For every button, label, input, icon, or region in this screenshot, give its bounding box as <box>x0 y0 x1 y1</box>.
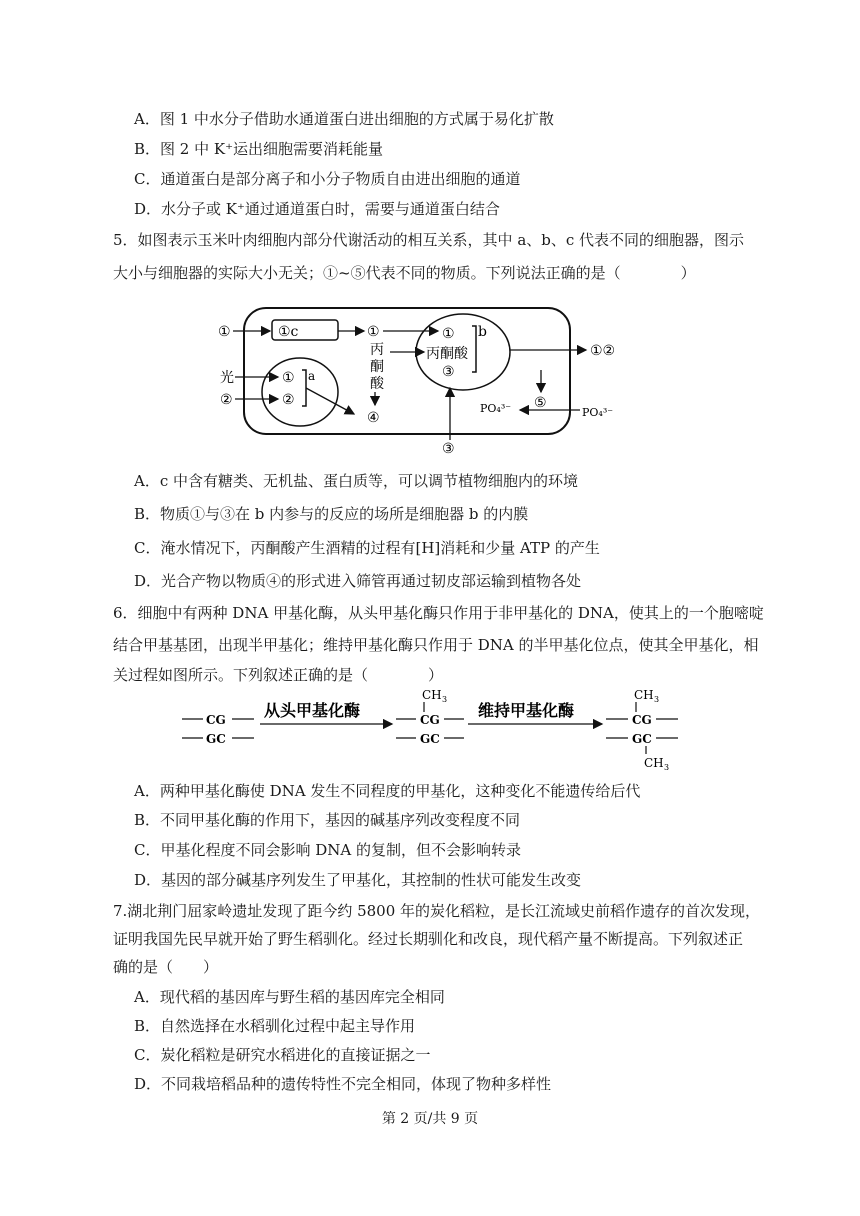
q6-option-a: A．两种甲基化酶使 DNA 发生不同程度的甲基化，这种变化不能遗传给后代 <box>134 782 641 800</box>
organelle-a <box>262 358 338 426</box>
input-3-bottom: ③ <box>442 441 455 457</box>
output-12: ①② <box>590 343 616 359</box>
po4-left: PO₄³⁻ <box>480 402 512 415</box>
q6-option-d: D．基因的部分碱基序列发生了甲基化，其控制的性状可能发生改变 <box>134 871 582 889</box>
right-ch3-bottom: CH <box>644 756 664 770</box>
q5-option-d: D．光合产物以物质④的形式进入筛管再通过韧皮部运输到植物各处 <box>134 572 582 590</box>
mid-ch3-sub: 3 <box>442 695 448 704</box>
q5-option-a: A．c 中含有糖类、无机盐、蛋白质等，可以调节植物细胞内的环境 <box>134 472 579 490</box>
right-ch3-top: CH <box>634 688 654 702</box>
q5-metabolism-diagram <box>210 300 650 460</box>
q5-stem-line2: 大小与细胞器的实际大小无关；①~⑤代表不同的物质。下列说法正确的是（ ） <box>113 264 696 282</box>
b-pyruvate: 丙酮酸 <box>426 346 468 362</box>
q4-option-a: A．图 1 中水分子借助水通道蛋白进出细胞的方式属于易化扩散 <box>134 110 554 128</box>
substance-5: ⑤ <box>534 395 547 411</box>
page-footer: 第 2 页/共 9 页 <box>381 1111 479 1127</box>
q5-option-c: C．淹水情况下，丙酮酸产生酒精的过程有[H]消耗和少量 ATP 的产生 <box>134 539 600 557</box>
a-top: ① <box>282 370 295 386</box>
right-ch3-top-sub: 3 <box>654 695 660 704</box>
q4-option-c: C．通道蛋白是部分离子和小分子物质自由进出细胞的通道 <box>134 170 521 188</box>
q6-methylation-diagram <box>178 688 690 772</box>
q6-option-b: B．不同甲基化酶的作用下，基因的碱基序列改变程度不同 <box>134 811 521 829</box>
substance-4: ④ <box>367 410 380 426</box>
mid-ch3: CH <box>422 688 442 702</box>
mid-gc: GC <box>420 732 440 746</box>
light-label: 光 <box>220 370 234 386</box>
pyruvate-v-1: 丙 <box>370 342 384 358</box>
organelle-c-label: ①c <box>278 324 299 340</box>
right-gc: GC <box>632 732 652 746</box>
q7-option-b: B．自然选择在水稻驯化过程中起主导作用 <box>134 1017 416 1035</box>
left-gc: GC <box>206 732 226 746</box>
q7-option-c: C．炭化稻粒是研究水稻进化的直接证据之一 <box>134 1046 431 1064</box>
enzyme-maintenance-label: 维持甲基化酶 <box>478 701 575 720</box>
q6-option-c: C．甲基化程度不同会影响 DNA 的复制，但不会影响转录 <box>134 841 521 859</box>
right-ch3-bottom-sub: 3 <box>664 763 670 772</box>
q6-stem-line1: 6．细胞中有两种 DNA 甲基化酶，从头甲基化酶只作用于非甲基化的 DNA，使其上的一个胞嘧啶 <box>113 604 764 622</box>
b-bottom: ③ <box>442 364 455 380</box>
q7-stem-line1: 7.湖北荆门屈家岭遗址发现了距今约 5800 年的炭化稻粒，是长江流域史前稻作遗存的首次发现， <box>113 902 761 920</box>
mid-cg: CG <box>420 713 440 727</box>
q4-option-d: D．水分子或 K⁺通过通道蛋白时，需要与通道蛋白结合 <box>134 200 500 218</box>
q7-option-a: A．现代稻的基因库与野生稻的基因库完全相同 <box>134 988 445 1006</box>
q7-stem-line2: 证明我国先民早就开始了野生稻驯化。经过长期驯化和改良，现代稻产量不断提高。下列叙述正 <box>113 930 744 948</box>
right-cg: CG <box>632 713 652 727</box>
q6-stem-line3: 关过程如图所示。下列叙述正确的是（ ） <box>113 666 444 684</box>
b-top: ① <box>442 326 455 342</box>
q6-stem-line2: 结合甲基基团，出现半甲基化；维持甲基化酶只作用于 DNA 的半甲基化位点，使其全甲基化，相 <box>113 636 759 654</box>
input-1: ① <box>218 324 231 340</box>
pyruvate-v-3: 酸 <box>370 376 384 392</box>
q5-stem-line1: 5．如图表示玉米叶肉细胞内部分代谢活动的相互关系，其中 a、b、c 代表不同的细胞器，图示 <box>113 231 745 249</box>
b-label: b <box>478 324 487 340</box>
arrow-label-1: ① <box>367 324 380 340</box>
input-2: ② <box>220 392 233 408</box>
a-label: a <box>308 369 316 383</box>
pyruvate-v-2: 酮 <box>370 359 384 375</box>
a-bottom: ② <box>282 392 295 408</box>
enzyme-denovo-label: 从头甲基化酶 <box>264 701 361 720</box>
q5-option-b: B．物质①与③在 b 内参与的反应的场所是细胞器 b 的内膜 <box>134 505 529 523</box>
q7-option-d: D．不同栽培稻品种的遗传特性不完全相同，体现了物种多样性 <box>134 1075 552 1093</box>
po4-right: PO₄³⁻ <box>582 406 614 419</box>
q4-option-b: B．图 2 中 K⁺运出细胞需要消耗能量 <box>134 140 383 158</box>
q7-stem-line3: 确的是（ ） <box>113 958 219 976</box>
left-cg: CG <box>206 713 226 727</box>
